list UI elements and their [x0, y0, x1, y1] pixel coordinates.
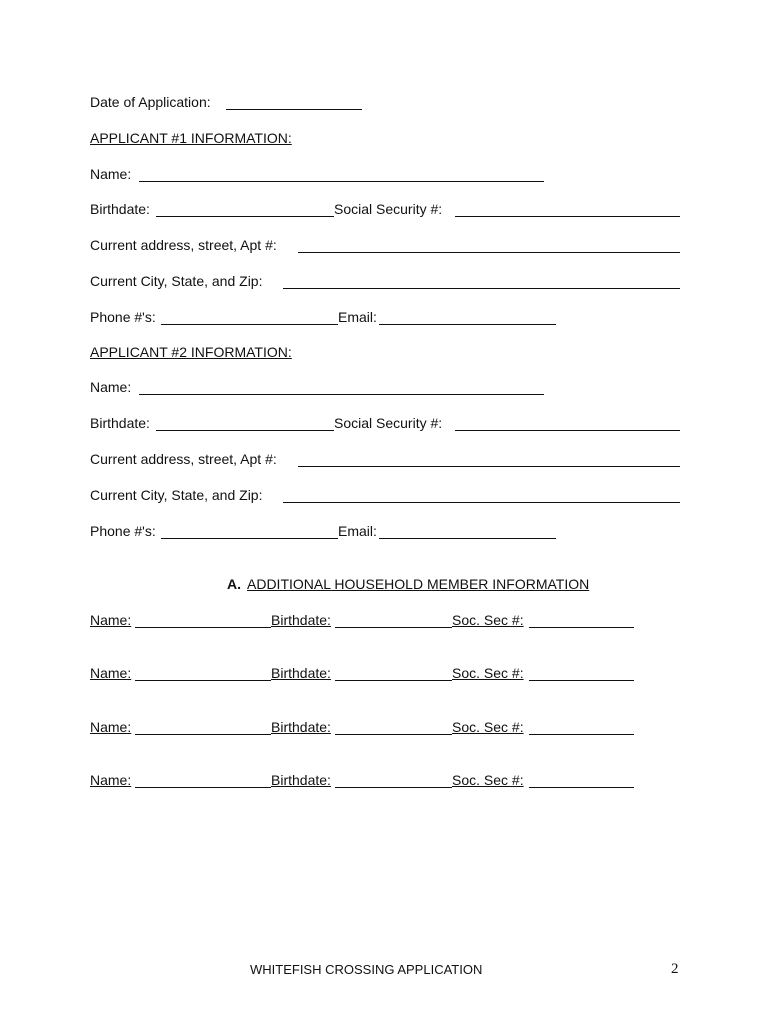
member-birthdate-field[interactable] — [335, 627, 452, 628]
member-ssn-field[interactable] — [529, 627, 634, 628]
applicant-1-city-field[interactable] — [283, 288, 680, 289]
applicant-1-email-label: Email: — [338, 309, 377, 325]
member-ssn-field[interactable] — [529, 680, 634, 681]
member-ssn-label: Soc. Sec #: — [452, 612, 524, 628]
applicant-1-phone-label: Phone #'s: — [90, 309, 156, 325]
applicant-1-ssn-label: Social Security #: — [334, 201, 443, 217]
applicant-2-address-field[interactable] — [298, 466, 680, 467]
applicant-2-phone-label: Phone #'s: — [90, 523, 156, 539]
member-birthdate-label: Birthdate: — [271, 772, 331, 788]
applicant-2-ssn-label: Social Security #: — [334, 415, 443, 431]
applicant-1-birthdate-label: Birthdate: — [90, 201, 150, 217]
applicant-2-city-field[interactable] — [283, 502, 680, 503]
applicant-1-phone-field[interactable] — [161, 324, 338, 325]
member-name-field[interactable] — [135, 734, 271, 735]
applicant-1-name-field[interactable] — [139, 181, 544, 182]
household-section-title: ADDITIONAL HOUSEHOLD MEMBER INFORMATION — [247, 576, 590, 592]
applicant-1-name-label: Name: — [90, 166, 132, 182]
applicant-1-address-field[interactable] — [298, 252, 680, 253]
date-of-application-label: Date of Application: — [90, 94, 211, 110]
member-ssn-field[interactable] — [529, 787, 634, 788]
member-birthdate-label: Birthdate: — [271, 665, 331, 681]
member-birthdate-field[interactable] — [335, 680, 452, 681]
applicant-2-address-label: Current address, street, Apt #: — [90, 451, 277, 467]
applicant-1-birthdate-field[interactable] — [156, 216, 334, 217]
member-ssn-label: Soc. Sec #: — [452, 772, 524, 788]
member-birthdate-label: Birthdate: — [271, 719, 331, 735]
member-name-label: Name: — [90, 665, 132, 681]
applicant-2-header: APPLICANT #2 INFORMATION: — [90, 344, 292, 360]
applicant-1-header: APPLICANT #1 INFORMATION: — [90, 130, 292, 146]
applicant-1-ssn-field[interactable] — [455, 216, 680, 217]
applicant-2-city-label: Current City, State, and Zip: — [90, 487, 263, 503]
member-name-field[interactable] — [135, 787, 271, 788]
applicant-2-phone-field[interactable] — [161, 538, 338, 539]
applicant-1-email-field[interactable] — [379, 324, 556, 325]
applicant-2-ssn-field[interactable] — [455, 430, 680, 431]
applicant-2-name-field[interactable] — [139, 394, 544, 395]
member-ssn-label: Soc. Sec #: — [452, 719, 524, 735]
applicant-2-name-label: Name: — [90, 379, 132, 395]
member-birthdate-field[interactable] — [335, 734, 452, 735]
member-name-label: Name: — [90, 772, 132, 788]
applicant-2-birthdate-label: Birthdate: — [90, 415, 150, 431]
member-name-field[interactable] — [135, 627, 271, 628]
applicant-1-address-label: Current address, street, Apt #: — [90, 237, 277, 253]
applicant-2-birthdate-field[interactable] — [156, 430, 334, 431]
applicant-1-city-label: Current City, State, and Zip: — [90, 273, 263, 289]
applicant-2-email-field[interactable] — [379, 538, 556, 539]
footer-title: WHITEFISH CROSSING APPLICATION — [250, 962, 483, 977]
member-birthdate-field[interactable] — [335, 787, 452, 788]
member-name-label: Name: — [90, 612, 132, 628]
household-section-letter: A. — [227, 576, 241, 592]
date-of-application-field[interactable] — [226, 109, 362, 110]
member-name-field[interactable] — [135, 680, 271, 681]
member-ssn-label: Soc. Sec #: — [452, 665, 524, 681]
member-name-label: Name: — [90, 719, 132, 735]
member-ssn-field[interactable] — [529, 734, 634, 735]
page-number: 2 — [671, 961, 679, 977]
applicant-2-email-label: Email: — [338, 523, 377, 539]
member-birthdate-label: Birthdate: — [271, 612, 331, 628]
household-section-header — [227, 576, 589, 592]
